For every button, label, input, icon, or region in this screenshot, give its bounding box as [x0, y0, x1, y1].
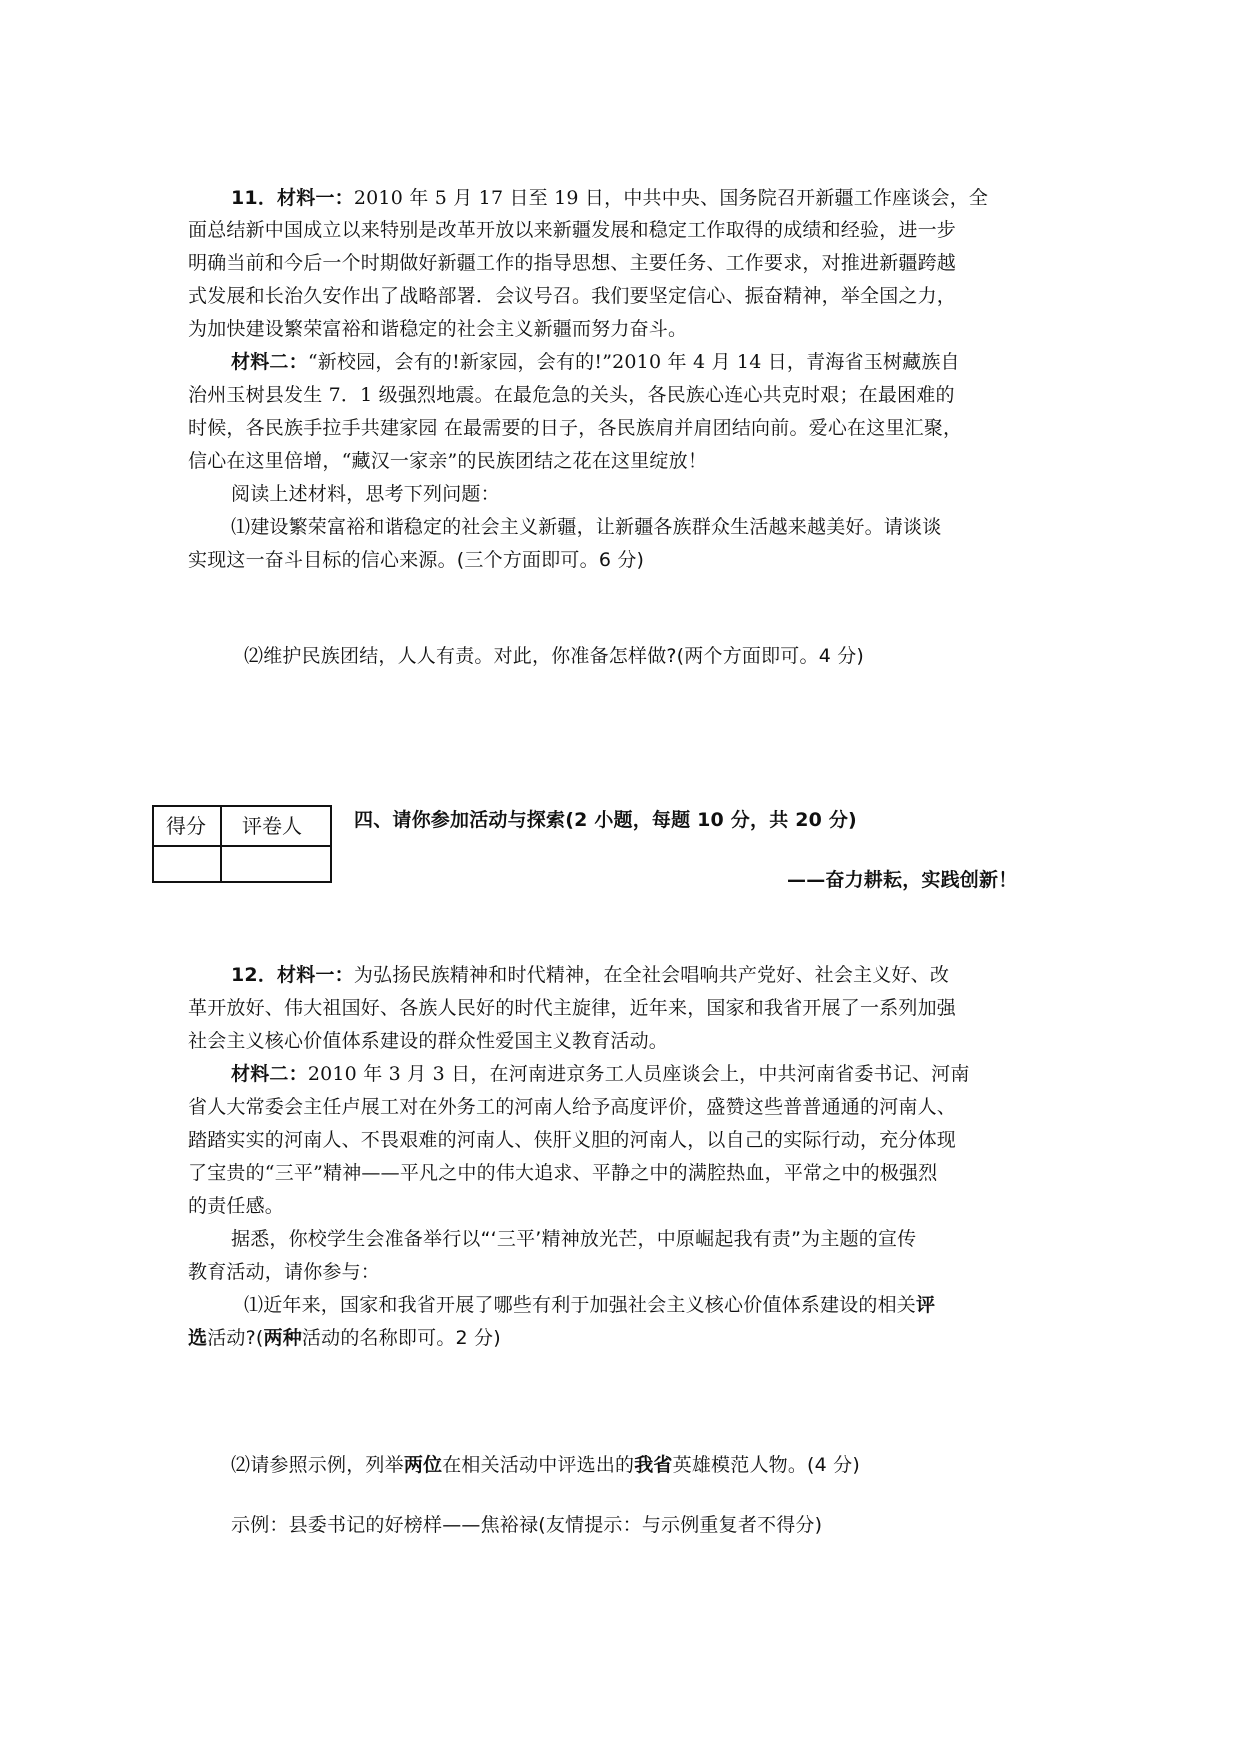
q11-line-1 — [231, 185, 988, 211]
q11-material1-label: 材料一： — [277, 187, 354, 209]
q12-s1-emphasis-c: 两种 — [263, 1327, 302, 1349]
q12-s2-emphasis-a: 两位 — [403, 1454, 443, 1476]
section4-motto: ——奋力耕耘，实践创新！ — [787, 869, 1018, 891]
q12-s1-emphasis-a: 评 — [916, 1294, 936, 1316]
q12-material2-text-3: 踏踏实实的河南人、不畏艰难的河南人、侠肝义胆的河南人，以自己的实际行动，充分体现 — [188, 1129, 957, 1151]
q11-material2-text-2: 治州玉树县发生 7．1 级强烈地震。在最危急的关头，各民族心连心共克时艰；在最困难的 — [188, 384, 955, 406]
score-cell[interactable] — [154, 847, 218, 881]
q11-material2-text-4: 信心在这里倍增，“藏汉一家亲”的民族团结之花在这里绽放！ — [188, 450, 708, 472]
q12-material2-label: 材料二： — [231, 1063, 308, 1085]
q11-material1-text-5: 为加快建设繁荣富裕和谐稳定的社会主义新疆而努力奋斗。 — [188, 318, 688, 340]
q12-material1-text-1: 为弘扬民族精神和时代精神，在全社会唱响共产党好、社会主义好、改 — [353, 964, 950, 986]
q12-s1-text-a: ⑴近年来，国家和我省开展了哪些有利于加强社会主义核心价值体系建设的相关 — [244, 1294, 917, 1316]
q11-line-m2 — [231, 349, 960, 375]
q12-material2-text-2: 省人大常委会主任卢展工对在外务工的河南人给予高度评价，盛赞这些普普通通的河南人、 — [188, 1096, 957, 1118]
q12-intro-line-1: 据悉，你校学生会准备举行以“‘三平’精神放光芒，中原崛起我有责”为主题的宣传 — [231, 1228, 917, 1250]
q11-material1-text-4: 式发展和长治久安作出了战略部署．会议号召。我们要坚定信心、振奋精神，举全国之力， — [188, 285, 957, 307]
q11-prompt: 阅读上述材料，思考下列问题： — [231, 483, 500, 505]
q11-material1-text-1: 2010 年 5 月 17 日至 19 日，中共中央、国务院召开新疆工作座谈会，全 — [353, 187, 989, 209]
q12-material1-text-3: 社会主义核心价值体系建设的群众性爱国主义教育活动。 — [188, 1030, 669, 1052]
score-label: 得分 — [166, 814, 206, 838]
q12-s2-text-c: 英雄模范人物。(4 分) — [672, 1454, 860, 1476]
q11-subquestion-1-line-1: ⑴建设繁荣富裕和谐稳定的社会主义新疆，让新疆各族群众生活越来越美好。请谈谈 — [231, 516, 942, 538]
q11-subquestion-2: ⑵维护民族团结，人人有责。对此，你准备怎样做?(两个方面即可。4 分) — [244, 645, 865, 667]
q12-s1-text-b: 活动?( — [207, 1327, 264, 1349]
grader-label: 评卷人 — [242, 814, 302, 838]
q11-material2-label: 材料二： — [231, 351, 308, 373]
q11-subquestion-1-line-2: 实现这一奋斗目标的信心来源。(三个方面即可。6 分) — [188, 549, 645, 571]
q11-material1-text-2: 面总结新中国成立以来特别是改革开放以来新疆发展和稳定工作取得的成绩和经验，进一步 — [188, 219, 957, 241]
grader-cell[interactable] — [222, 847, 330, 881]
q12-s1-text-c: 活动的名称即可。2 分) — [301, 1327, 501, 1349]
q12-s2-text-b: 在相关活动中评选出的 — [442, 1454, 635, 1476]
q11-number: 11． — [231, 187, 278, 209]
q12-example: 示例：县委书记的好榜样——焦裕禄(友情提示：与示例重复者不得分) — [231, 1514, 823, 1536]
q12-s2-text-a: ⑵请参照示例，列举 — [231, 1454, 404, 1476]
q12-intro-line-2: 教育活动，请你参与： — [188, 1261, 381, 1283]
q12-material1-label: 材料一： — [277, 964, 354, 986]
q11-material2-text-1: “新校园，会有的!新家园，会有的!”2010 年 4 月 14 日，青海省玉树藏族自 — [307, 351, 960, 373]
q12-s1-emphasis-b: 选 — [188, 1327, 208, 1349]
score-table — [152, 805, 332, 883]
q12-subquestion-2 — [231, 1452, 860, 1478]
q12-material2-text-5: 的责任感。 — [188, 1195, 285, 1217]
q12-number: 12． — [231, 964, 278, 986]
q11-material2-text-3: 时候，各民族手拉手共建家园 在最需要的日子，各民族肩并肩团结向前。爱心在这里汇聚， — [188, 417, 963, 439]
q11-material1-text-3: 明确当前和今后一个时期做好新疆工作的指导思想、主要任务、工作要求，对推进新疆跨越 — [188, 252, 957, 274]
q12-line-1 — [231, 962, 949, 988]
q12-material2-text-4: 了宝贵的“三平”精神——平凡之中的伟大追求、平静之中的满腔热血，平常之中的极强烈 — [188, 1162, 938, 1184]
q12-subquestion-1-line-2 — [188, 1325, 501, 1351]
q12-line-m2 — [231, 1061, 970, 1087]
q12-subquestion-1-line-1 — [244, 1292, 935, 1318]
q12-material1-text-2: 革开放好、伟大祖国好、各族人民好的时代主旋律，近年来，国家和我省开展了一系列加强 — [188, 997, 957, 1019]
q12-material2-text-1: 2010 年 3 月 3 日，在河南进京务工人员座谈会上，中共河南省委书记、河南 — [307, 1063, 970, 1085]
section4-title: 四、请你参加活动与探索(2 小题，每题 10 分，共 20 分) — [354, 809, 857, 831]
q12-s2-emphasis-b: 我省 — [634, 1454, 673, 1476]
